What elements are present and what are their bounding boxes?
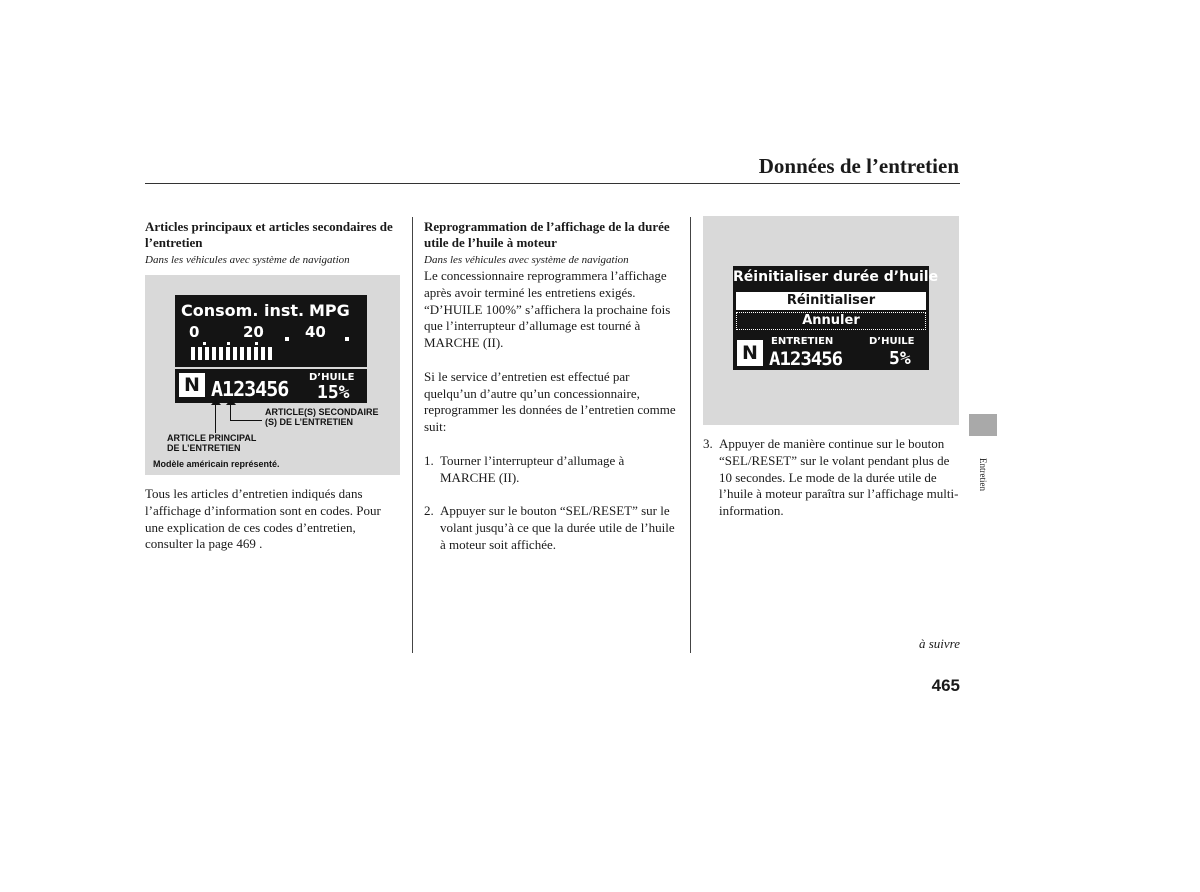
scale-dot bbox=[285, 337, 289, 341]
scale-dot bbox=[345, 337, 349, 341]
step-1 bbox=[424, 453, 678, 487]
step-3-item bbox=[703, 436, 959, 520]
step-3-text: Appuyer de manière continue sur le bouton “SEL/RESET” sur le volant pendant plus de 10 secondes. Le mode de la durée utile de l’huile à moteur paraîtra sur l’affichage multi-information. bbox=[719, 436, 959, 519]
entretien-label: ENTRETIEN bbox=[771, 336, 834, 347]
mode-letter-box: N bbox=[179, 373, 205, 397]
maintenance-code: A123456 bbox=[769, 348, 843, 370]
section-tab-label: Entretien bbox=[978, 458, 988, 491]
callout-leader-secondary bbox=[230, 420, 262, 421]
callout-secondary-line2: (S) DE L’ENTRETIEN bbox=[265, 417, 354, 427]
callout-line-main bbox=[215, 401, 216, 433]
cancel-option: Annuler bbox=[736, 312, 926, 330]
callout-arrow-main bbox=[211, 399, 221, 405]
fuel-economy-lcd bbox=[175, 295, 367, 367]
column-divider-2 bbox=[690, 217, 691, 653]
figure-caption: Modèle américain représenté. bbox=[153, 459, 280, 469]
scale-label-0: 0 bbox=[189, 323, 200, 341]
callout-main-line1: ARTICLE PRINCIPAL bbox=[167, 433, 257, 443]
step-1-text: Tourner l’interrupteur d’allumage à MARCHE (II). bbox=[440, 452, 625, 485]
reset-lcd bbox=[733, 266, 939, 370]
callout-secondary-line1: ARTICLE(S) SECONDAIRE bbox=[265, 407, 379, 417]
scale-tick bbox=[203, 342, 206, 345]
codes-explanation-text: Tous les articles d’entretien indiqués dans l’affichage d’information sont en codes. Pour une explication de ces codes d’entretien, consulter la page 469 . bbox=[145, 486, 381, 552]
title-rule bbox=[145, 183, 960, 184]
callout-arrow-secondary bbox=[226, 399, 236, 405]
maintenance-display-figure bbox=[145, 275, 400, 475]
maintenance-code: A123456 bbox=[211, 377, 289, 401]
step-1-number: 1. bbox=[424, 452, 434, 468]
navigation-note: Dans les véhicules avec système de navigation bbox=[145, 254, 350, 266]
step-2-text: Appuyer sur le bouton “SEL/RESET” sur le volant jusqu’à ce que la durée utile de l’huile à moteur soit affichée. bbox=[440, 503, 675, 552]
fuel-bar-graph bbox=[191, 347, 275, 360]
step-3-number: 3. bbox=[703, 436, 713, 451]
dealer-paragraph: Le concessionnaire reprogrammera l’affichage après avoir terminé les entretiens exigés. “D’HUILE 100%” s’affichera la prochaine fois que l’interrupteur d’allumage est tourné à MARCHE (II). bbox=[424, 268, 671, 351]
maintenance-lcd bbox=[175, 369, 367, 403]
navigation-note: Dans les véhicules avec système de navigation bbox=[424, 254, 629, 266]
oil-label: D’HUILE bbox=[869, 336, 915, 347]
scale-label-20: 20 bbox=[243, 323, 264, 341]
step-2 bbox=[424, 503, 678, 553]
oil-life-percent: 5% bbox=[889, 348, 911, 369]
scale-tick bbox=[255, 342, 258, 345]
oil-label: D’HUILE bbox=[309, 372, 355, 383]
callout-main-line2: DE L’ENTRETIEN bbox=[167, 443, 241, 453]
scale-tick bbox=[227, 342, 230, 345]
mode-letter-box: N bbox=[737, 340, 763, 366]
section-heading-reprogramming: Reprogrammation de l’affichage de la durée utile de l’huile à moteur bbox=[424, 219, 670, 250]
page-title: Données de l’entretien bbox=[758, 154, 959, 178]
reprogramming-text bbox=[424, 268, 678, 554]
oil-life-percent: 15% bbox=[317, 382, 350, 403]
codes-explanation-paragraph bbox=[145, 486, 397, 553]
reset-title: Réinitialiser durée d’huile bbox=[733, 269, 939, 285]
section-tab-marker bbox=[969, 414, 997, 436]
self-service-paragraph: Si le service d’entretien est effectué par quelqu’un d’autre qu’un concessionnaire, reprogrammer les données de l’entretien comme suit: bbox=[424, 368, 676, 435]
reset-display-figure bbox=[703, 216, 959, 425]
section-heading-articles: Articles principaux et articles secondaires de l’entretien bbox=[145, 219, 393, 250]
continued-label: à suivre bbox=[918, 636, 960, 651]
scale-label-40: 40 bbox=[305, 323, 326, 341]
lcd-unit-label: MPG bbox=[309, 301, 350, 320]
column-divider-1 bbox=[412, 217, 413, 653]
page-number: 465 bbox=[931, 676, 960, 695]
step-2-number: 2. bbox=[424, 503, 434, 519]
step-3 bbox=[703, 436, 959, 520]
lcd-consumption-label: Consom. inst. bbox=[181, 301, 305, 320]
reset-option: Réinitialiser bbox=[736, 292, 926, 310]
